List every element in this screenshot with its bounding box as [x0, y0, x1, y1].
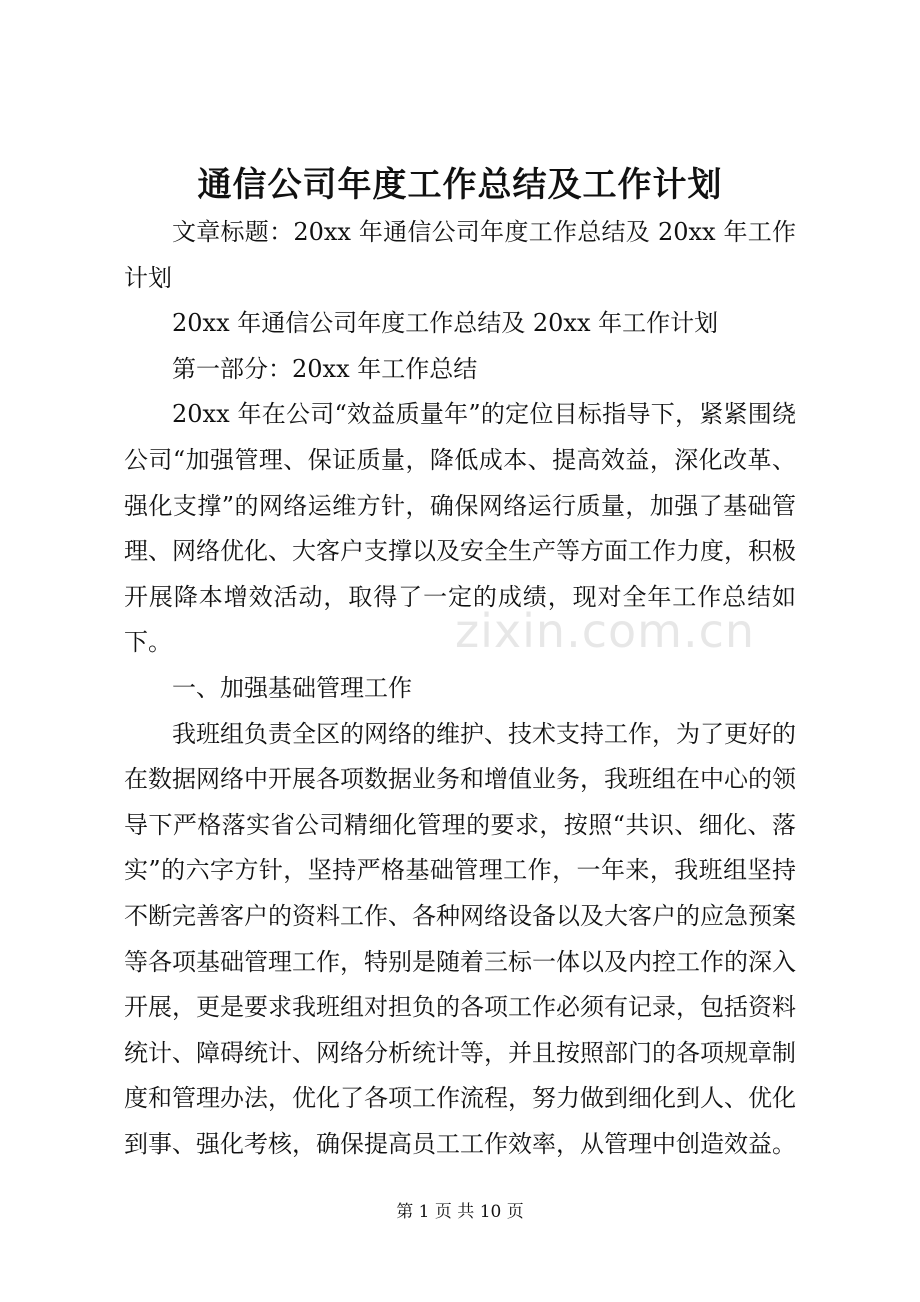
paragraph-section-one-heading: 一、加强基础管理工作	[172, 673, 412, 702]
watermark: zixin.com.cn	[455, 604, 756, 658]
page-footer: 第 1 页 共 10 页	[396, 1202, 524, 1222]
paragraph-intro: 20xx 年在公司“效益质量年”的定位目标指导下，紧紧围绕公司“加强管理、保证质量，降低成本、提高效益，深化改革、强化支撑”的网络运维方针，确保网络运行质量，加强了基础管理、网络优化、大客户支撑以及安全生产等方面工作力度，积极开展降本增效活动，取得了一定的成绩，现对全年工作总结如下。	[124, 400, 796, 657]
paragraph-section-one-body: 我班组负责全区的网络的维护、技术支持工作，为了更好的在数据网络中开展各项数据业务和增值业务，我班组在中心的领导下严格落实省公司精细化管理的要求，按照“共识、细化、落实”的六字方针，坚持严格基础管理工作，一年来，我班组坚持不断完善客户的资料工作、各种网络设备以及大客户的应急预案等各项基础管理工作，特别是随着三标一体以及内控工作的深入开展，更是要求我班组对担负的各项工作必须有记录，包括资料统计、障碍统计、网络分析统计等，并且按照部门的各项规章制度和管理办法，优化了各项工作流程，努力做到细化到人、优化到事、强化考核，确保提高员工工作效率，从管理中创造效益。	[124, 719, 796, 1158]
paragraph-article-title: 文章标题：20xx 年通信公司年度工作总结及 20xx 年工作计划	[124, 218, 796, 292]
paragraph-part-one-heading: 第一部分：20xx 年工作总结	[172, 354, 478, 383]
document-body	[124, 210, 796, 1167]
paragraph-subtitle: 20xx 年通信公司年度工作总结及 20xx 年工作计划	[172, 309, 719, 338]
document-title: 通信公司年度工作总结及工作计划	[197, 165, 723, 205]
